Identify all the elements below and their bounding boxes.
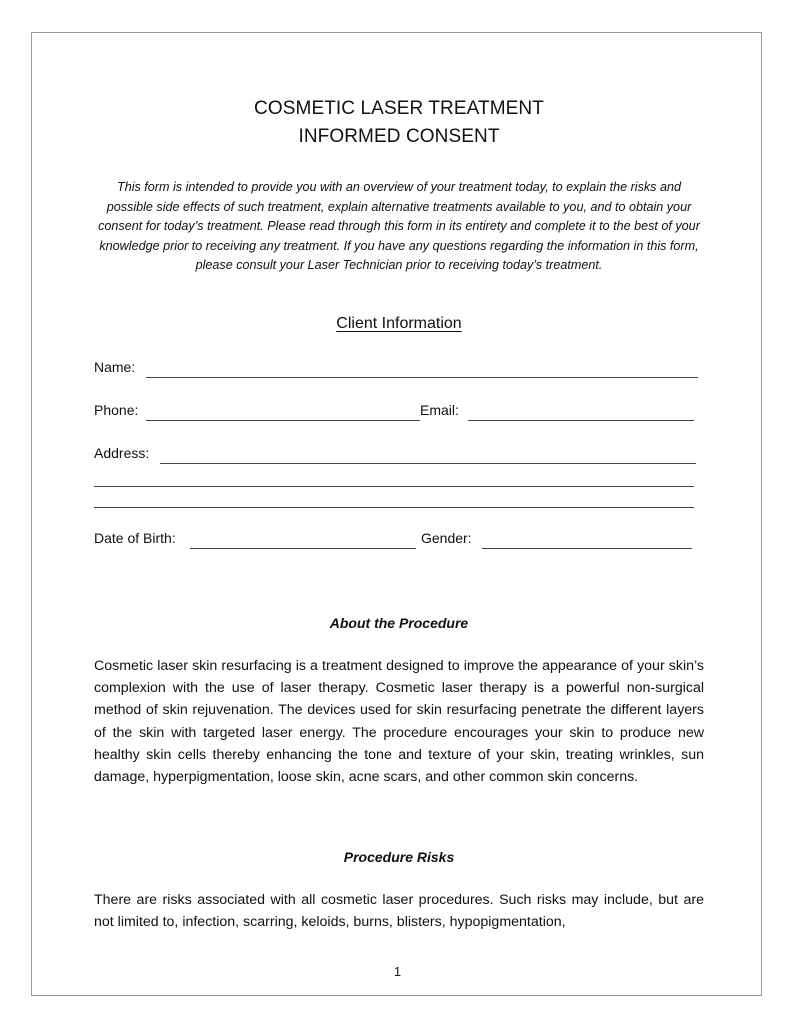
dob-gender-row (94, 530, 704, 552)
dob-label: Date of Birth: (94, 530, 176, 546)
name-label: Name: (94, 359, 136, 375)
page-number: 1 (393, 964, 402, 979)
address-field-line-3[interactable] (94, 507, 694, 508)
address-field[interactable] (160, 463, 696, 464)
phone-field[interactable] (146, 420, 420, 421)
title-line-1: COSMETIC LASER TREATMENT (254, 98, 544, 119)
document-page (31, 32, 762, 996)
name-field[interactable] (146, 377, 698, 378)
phone-email-row (94, 402, 704, 424)
about-procedure-heading: About the Procedure (329, 615, 469, 631)
procedure-risks-heading: Procedure Risks (343, 849, 455, 865)
dob-field[interactable] (190, 548, 416, 549)
email-label: Email: (420, 402, 459, 418)
gender-field[interactable] (482, 548, 692, 549)
title-line-2: INFORMED CONSENT (298, 126, 500, 147)
about-procedure-paragraph: Cosmetic laser skin resurfacing is a treatment designed to improve the appearance of your skin’s complexion with the use of laser therapy. Cosmetic laser therapy is a powerful non-surgical method of skin rejuvenation. The devices used for skin resurfacing penetrate the different layers of the skin with targeted laser energy. The procedure encourages your skin to produce new healthy skin cells thereby enhancing the tone and texture of your skin, treating wrinkles, sun damage, hyperpigmentation, loose skin, acne scars, and other common skin concerns. (94, 658, 704, 786)
document-title (94, 95, 704, 151)
intro-paragraph: This form is intended to provide you with an overview of your treatment today, to explain the risks and possible side effects of such treatment, explain alternative treatments available to you, and to obtain your consent for today’s treatment. Please read through this form in its entirety and complete it to the best of your knowledge prior to receiving any treatment. If you have any questions regarding the information in this form, please consult your Laser Technician prior to receiving today’s treatment. (98, 180, 700, 273)
address-field-row (94, 445, 704, 467)
phone-label: Phone: (94, 402, 139, 418)
client-information-heading: Client Information (336, 315, 462, 332)
address-field-line-2[interactable] (94, 486, 694, 487)
email-field[interactable] (468, 420, 694, 421)
gender-label: Gender: (421, 530, 472, 546)
address-label: Address: (94, 445, 150, 461)
name-field-row (94, 359, 704, 381)
procedure-risks-paragraph: There are risks associated with all cosmetic laser procedures. Such risks may include, but are not limited to, infection, scarring, keloids, burns, blisters, hypopigmentation, (94, 892, 704, 931)
